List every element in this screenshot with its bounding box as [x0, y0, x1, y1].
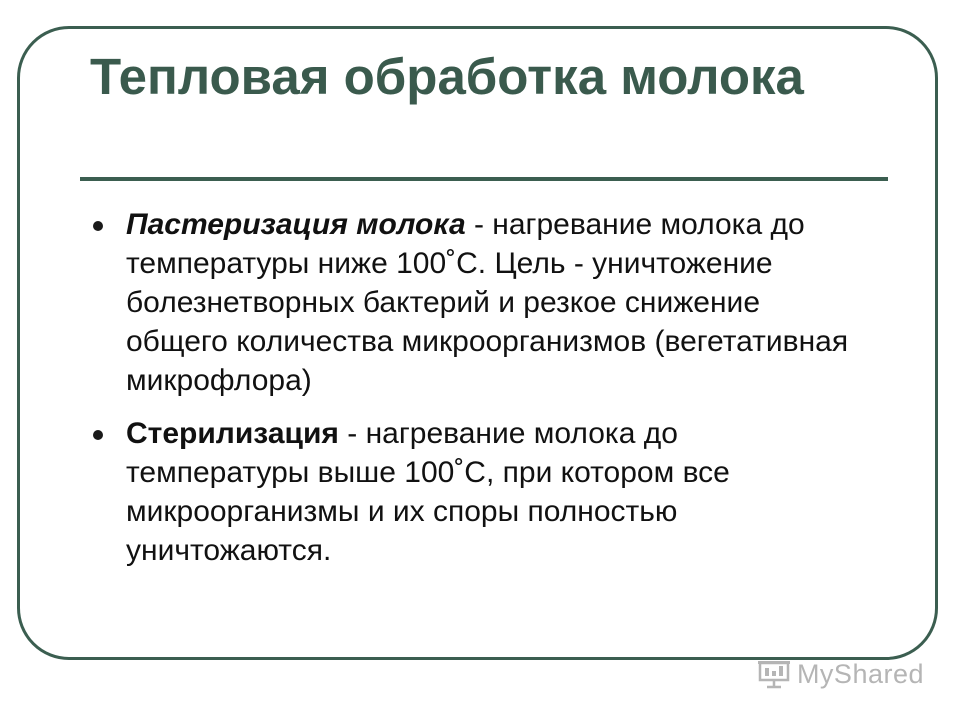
slide-title: Тепловая обработка молока — [90, 48, 804, 105]
term-pasteurization: Пастеризация молока — [126, 208, 466, 241]
content-list — [90, 205, 850, 584]
watermark-text: MyShared — [796, 658, 924, 689]
bullet-icon — [93, 221, 103, 231]
presentation-board-icon — [757, 659, 791, 689]
definition-pasteurization: - нагревание молока до температуры ниже 100˚С. Цель - уничтожение болезнетворных бактерий и резкое снижение общего количества микроорганизмов (вегетативная микрофлора) — [126, 208, 849, 397]
definition-sterilization: - нагревание молока до температуры выше 100˚С, при котором все микроорганизмы и их споры полностью уничтожаются. — [126, 417, 730, 567]
list-item-sterilization — [90, 414, 850, 570]
list-item-pasteurization — [90, 205, 850, 400]
bullet-icon — [93, 430, 103, 440]
title-divider — [80, 177, 888, 181]
term-sterilization: Стерилизация — [126, 417, 339, 450]
watermark — [757, 654, 924, 694]
